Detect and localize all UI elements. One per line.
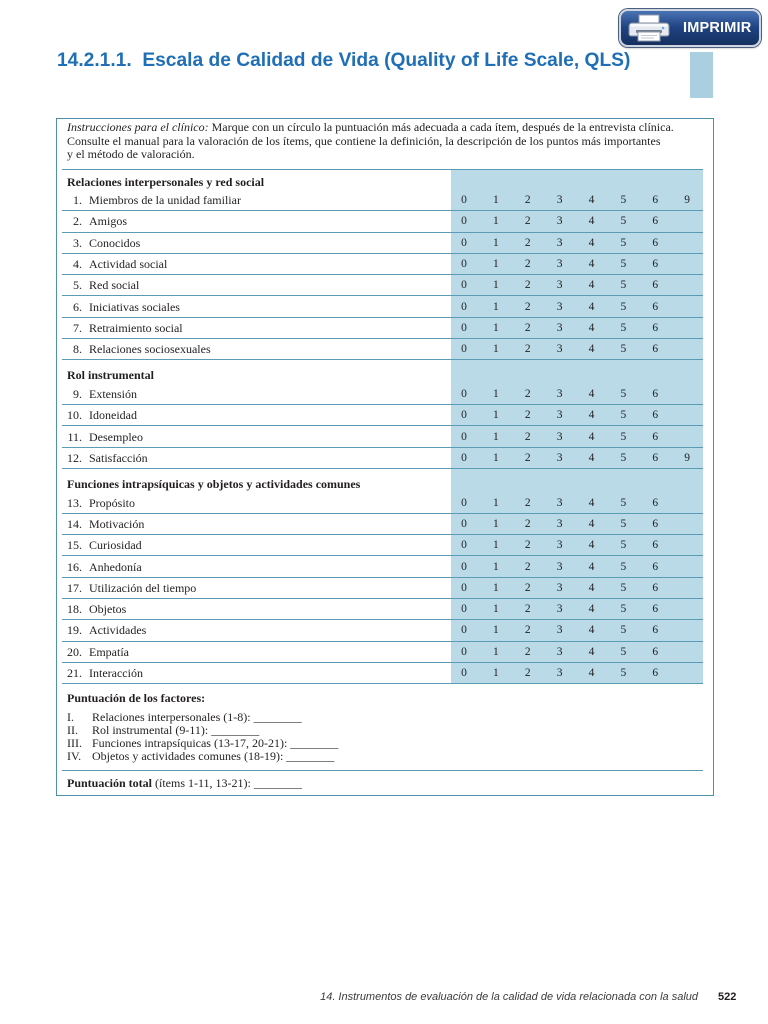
section-header (62, 469, 703, 493)
score-option: 6 (652, 343, 659, 356)
score-option: 4 (588, 624, 595, 637)
score-option: 0 (461, 539, 467, 552)
score-option: 5 (620, 539, 627, 552)
score-option: 1 (492, 321, 499, 334)
item-label: Iniciativas sociales (89, 299, 180, 314)
score-option: 6 (652, 279, 659, 292)
score-option: 2 (524, 321, 531, 334)
factor-numeral: IV. (67, 749, 82, 764)
factor-item (67, 711, 338, 724)
score-option: 2 (524, 300, 531, 313)
table-row (62, 275, 703, 296)
score-option: 1 (492, 215, 499, 228)
item-number: 6. (73, 299, 82, 314)
score-option: 4 (588, 300, 595, 313)
score-option: 0 (461, 279, 467, 292)
score-option: 5 (620, 215, 627, 228)
table-row (62, 405, 703, 426)
score-option: 2 (524, 258, 531, 271)
section-title: Rol instrumental (67, 367, 154, 382)
score-options (448, 339, 671, 359)
score-option: 0 (461, 388, 467, 401)
item-number: 8. (73, 342, 82, 357)
factor-label: Funciones intrapsíquicas (13-17, 20-21): ________ (92, 736, 339, 751)
score-option: 6 (652, 388, 659, 401)
item-number: 16. (67, 559, 82, 574)
score-option: 0 (461, 624, 467, 637)
score-option: 9 (684, 194, 691, 207)
score-option: 0 (461, 194, 467, 207)
item-label: Conocidos (89, 235, 141, 250)
score-option: 3 (556, 451, 563, 464)
score-option: 0 (461, 603, 467, 616)
item-label: Empatía (89, 644, 129, 659)
score-option: 0 (461, 560, 467, 573)
score-option: 6 (652, 518, 659, 530)
score-option: 2 (524, 496, 531, 509)
score-option: 2 (524, 343, 531, 356)
score-option: 1 (492, 496, 499, 509)
item-number: 5. (73, 278, 82, 293)
item-number: 20. (67, 644, 82, 659)
instructions-text: Marque con un círculo la puntuación más adecuada a cada ítem, después de la entrevista clínica. (211, 120, 674, 134)
score-option: 4 (588, 409, 595, 422)
score-option: 1 (492, 236, 499, 249)
footer-chapter-title: 14. Instrumentos de evaluación de la calidad de vida relacionada con la salud (320, 991, 698, 1003)
score-option: 1 (492, 388, 499, 401)
score-option: 0 (461, 451, 467, 464)
item-label: Propósito (89, 495, 136, 510)
score-option: 2 (524, 539, 531, 552)
item-label: Interacción (89, 666, 143, 681)
score-option: 0 (461, 343, 467, 356)
score-option: 4 (588, 388, 595, 401)
score-option: 6 (652, 409, 659, 422)
instructions-line: Consulte el manual para la valoración de los ítems, que contiene la definición, la descripción de los puntos más importantes (67, 133, 661, 148)
table-row (62, 663, 703, 684)
table-row (62, 384, 703, 405)
score-option: 2 (524, 518, 531, 530)
score-option: 1 (492, 451, 499, 464)
score-options (448, 642, 671, 662)
score-option: 6 (652, 451, 659, 464)
score-option: 4 (588, 518, 595, 530)
item-label: Motivación (89, 517, 145, 531)
item-number: 15. (67, 538, 82, 553)
score-option: 3 (556, 430, 563, 443)
section-title: Relaciones interpersonales y red social (67, 175, 265, 189)
score-option: 1 (492, 560, 499, 573)
item-number: 21. (67, 666, 82, 681)
item-number: 18. (67, 602, 82, 617)
score-option: 4 (588, 321, 595, 334)
score-option: 0 (461, 236, 467, 249)
score-option: 5 (620, 343, 627, 356)
item-number: 4. (73, 257, 82, 272)
table-row (62, 233, 703, 254)
item-label: Actividad social (89, 257, 168, 272)
score-option: 3 (556, 581, 563, 594)
factor-item (67, 724, 338, 737)
score-option: 6 (652, 236, 659, 249)
score-option: 5 (620, 667, 627, 680)
score-option: 4 (588, 603, 595, 616)
score-option: 5 (620, 496, 627, 509)
table-row (62, 339, 703, 360)
score-option: 5 (620, 300, 627, 313)
score-options (448, 318, 671, 338)
item-label: Utilización del tiempo (89, 580, 197, 595)
item-label: Satisfacción (89, 450, 148, 465)
item-label: Relaciones sociosexuales (89, 342, 211, 357)
score-option: 4 (588, 343, 595, 356)
score-option: 2 (524, 581, 531, 594)
score-options (448, 535, 671, 555)
score-options (448, 275, 671, 295)
item-number: 13. (67, 495, 82, 510)
section-title: Funciones intrapsíquicas y objetos y actividades comunes (67, 476, 361, 491)
score-option: 4 (588, 645, 595, 658)
item-label: Desempleo (89, 429, 143, 444)
score-option: 4 (588, 539, 595, 552)
score-option: 1 (492, 539, 499, 552)
item-label: Red social (89, 278, 140, 293)
score-options (448, 514, 671, 534)
score-option: 1 (492, 645, 499, 658)
item-number: 2. (73, 214, 82, 229)
table-row (62, 556, 703, 577)
instructions (67, 121, 674, 162)
score-option: 3 (556, 236, 563, 249)
item-number: 11. (67, 429, 82, 444)
score-option: 1 (492, 603, 499, 616)
table-row (62, 296, 703, 317)
factor-numeral: I. (67, 709, 74, 724)
item-label: Retraimiento social (89, 320, 183, 335)
score-option: 0 (461, 581, 467, 594)
total-score-detail: (ítems 1-11, 13-21): ________ (155, 776, 302, 790)
score-option: 3 (556, 560, 563, 573)
item-number: 17. (67, 580, 82, 595)
score-options (448, 190, 703, 210)
item-label: Curiosidad (89, 538, 142, 553)
page-number: 522 (718, 991, 737, 1003)
table-row (62, 448, 703, 469)
score-options (448, 384, 671, 404)
table-row (62, 642, 703, 663)
score-options (448, 254, 671, 274)
factor-list (67, 711, 338, 764)
score-option: 2 (524, 388, 531, 401)
item-number: 10. (67, 408, 82, 423)
score-option: 6 (652, 430, 659, 443)
score-option: 1 (492, 581, 499, 594)
score-option: 4 (588, 430, 595, 443)
score-options (448, 493, 671, 513)
instructions-line (67, 121, 674, 135)
score-option: 5 (620, 603, 627, 616)
score-option: 6 (652, 258, 659, 271)
item-label: Objetos (89, 602, 127, 617)
score-option: 5 (620, 258, 627, 271)
table-row (62, 254, 703, 275)
score-option: 1 (492, 194, 499, 207)
score-option: 3 (556, 300, 563, 313)
score-options (448, 405, 671, 425)
score-option: 0 (461, 667, 467, 680)
score-option: 5 (620, 581, 627, 594)
section-header (62, 170, 703, 190)
score-option: 3 (556, 194, 563, 207)
score-option: 3 (556, 321, 563, 334)
page-title: 14.2.1.1. Escala de Calidad de Vida (Quality of Life Scale, QLS) (57, 50, 631, 71)
table-row (62, 578, 703, 599)
score-option: 6 (652, 603, 659, 616)
score-option: 5 (620, 451, 627, 464)
item-number: 3. (73, 235, 82, 250)
score-option: 4 (588, 496, 595, 509)
item-number: 9. (73, 387, 82, 402)
instructions-label: Instrucciones para el clínico: (67, 120, 209, 134)
score-option: 1 (492, 409, 499, 422)
score-option: 4 (588, 279, 595, 292)
score-option: 3 (556, 667, 563, 680)
instructions-line: y el método de valoración. (67, 147, 195, 161)
score-option: 3 (556, 496, 563, 509)
score-option: 6 (652, 667, 659, 680)
score-option: 2 (524, 645, 531, 658)
score-options (448, 233, 671, 253)
factor-item (67, 737, 338, 750)
score-option: 0 (461, 258, 467, 271)
score-option: 6 (652, 194, 659, 207)
score-option: 4 (588, 258, 595, 271)
score-options (448, 211, 671, 231)
item-number: 12. (67, 450, 82, 465)
score-option: 3 (556, 409, 563, 422)
score-option: 3 (556, 388, 563, 401)
score-option: 5 (620, 645, 627, 658)
score-option: 6 (652, 624, 659, 637)
score-option: 2 (524, 560, 531, 573)
score-option: 3 (556, 215, 563, 228)
score-option: 5 (620, 409, 627, 422)
score-option: 0 (461, 321, 467, 334)
factor-label: Relaciones interpersonales (1-8): ________ (92, 709, 302, 724)
qls-table (62, 169, 703, 684)
score-option: 3 (556, 645, 563, 658)
score-option: 2 (524, 451, 531, 464)
divider (62, 770, 703, 771)
score-option: 5 (620, 321, 627, 334)
section-tab-marker (690, 52, 713, 98)
score-option: 2 (524, 624, 531, 637)
score-option: 4 (588, 667, 595, 680)
score-option: 6 (652, 560, 659, 573)
score-option: 6 (652, 645, 659, 658)
table-row (62, 599, 703, 620)
score-option: 1 (492, 624, 499, 637)
factor-label: Objetos y actividades comunes (18-19): ________ (92, 749, 335, 764)
score-option: 0 (461, 215, 467, 228)
item-label: Anhedonía (89, 559, 142, 574)
score-option: 2 (524, 279, 531, 292)
table-row (62, 318, 703, 339)
score-option: 1 (492, 518, 499, 530)
item-number: 7. (73, 320, 82, 335)
score-option: 5 (620, 430, 627, 443)
table-row (62, 211, 703, 232)
score-option: 0 (461, 300, 467, 313)
score-option: 1 (492, 343, 499, 356)
score-option: 9 (684, 451, 691, 464)
item-label: Extensión (89, 387, 137, 402)
score-options (448, 556, 671, 576)
score-option: 6 (652, 321, 659, 334)
score-option: 2 (524, 194, 531, 207)
factor-numeral: III. (67, 736, 82, 751)
score-option: 5 (620, 279, 627, 292)
score-option: 2 (524, 667, 531, 680)
score-options (448, 599, 671, 619)
score-option: 0 (461, 518, 467, 530)
score-option: 6 (652, 496, 659, 509)
factor-label: Rol instrumental (9-11): ________ (92, 722, 260, 737)
table-row (62, 514, 703, 535)
table-row (62, 620, 703, 641)
score-option: 2 (524, 430, 531, 443)
item-number: 14. (67, 517, 82, 531)
table-row (62, 190, 703, 211)
score-option: 0 (461, 430, 467, 443)
table-row (62, 426, 703, 447)
score-option: 0 (461, 645, 467, 658)
score-option: 2 (524, 409, 531, 422)
item-label: Miembros de la unidad familiar (89, 193, 241, 208)
score-option: 4 (588, 194, 595, 207)
score-option: 4 (588, 236, 595, 249)
score-options (448, 620, 671, 640)
score-option: 1 (492, 667, 499, 680)
score-option: 2 (524, 236, 531, 249)
score-option: 6 (652, 215, 659, 228)
score-option: 2 (524, 603, 531, 616)
score-option: 1 (492, 279, 499, 292)
score-options (448, 448, 703, 468)
printer-icon (628, 14, 670, 42)
score-option: 3 (556, 603, 563, 616)
score-option: 3 (556, 279, 563, 292)
score-option: 3 (556, 624, 563, 637)
score-option: 1 (492, 430, 499, 443)
score-option: 5 (620, 388, 627, 401)
factor-item (67, 750, 338, 763)
score-option: 2 (524, 215, 531, 228)
score-option: 1 (492, 300, 499, 313)
item-number: 1. (73, 193, 82, 208)
section-header (62, 360, 703, 384)
item-label: Actividades (89, 623, 147, 638)
score-option: 0 (461, 496, 467, 509)
score-option: 5 (620, 518, 627, 530)
score-option: 3 (556, 518, 563, 530)
score-options (448, 663, 671, 683)
score-option: 4 (588, 451, 595, 464)
factor-scores-heading: Puntuación de los factores: (67, 691, 206, 705)
table-row (62, 535, 703, 556)
print-button[interactable] (619, 9, 761, 47)
score-option: 4 (588, 215, 595, 228)
score-option: 6 (652, 539, 659, 552)
item-label: Amigos (89, 214, 128, 229)
print-button-label: IMPRIMIR (683, 20, 752, 36)
score-option: 4 (588, 560, 595, 573)
score-option: 5 (620, 236, 627, 249)
score-option: 5 (620, 560, 627, 573)
score-options (448, 296, 671, 316)
score-option: 5 (620, 624, 627, 637)
item-label: Idoneidad (89, 408, 137, 423)
score-option: 5 (620, 194, 627, 207)
score-option: 6 (652, 581, 659, 594)
score-option: 3 (556, 539, 563, 552)
total-score (67, 776, 302, 790)
score-option: 3 (556, 343, 563, 356)
score-option: 0 (461, 409, 467, 422)
score-option: 3 (556, 258, 563, 271)
score-option: 1 (492, 258, 499, 271)
score-options (448, 426, 671, 446)
table-row (62, 493, 703, 514)
item-number: 19. (67, 623, 82, 638)
score-option: 4 (588, 581, 595, 594)
factor-numeral: II. (67, 722, 78, 737)
score-option: 6 (652, 300, 659, 313)
total-score-label: Puntuación total (67, 776, 153, 790)
score-options (448, 578, 671, 598)
